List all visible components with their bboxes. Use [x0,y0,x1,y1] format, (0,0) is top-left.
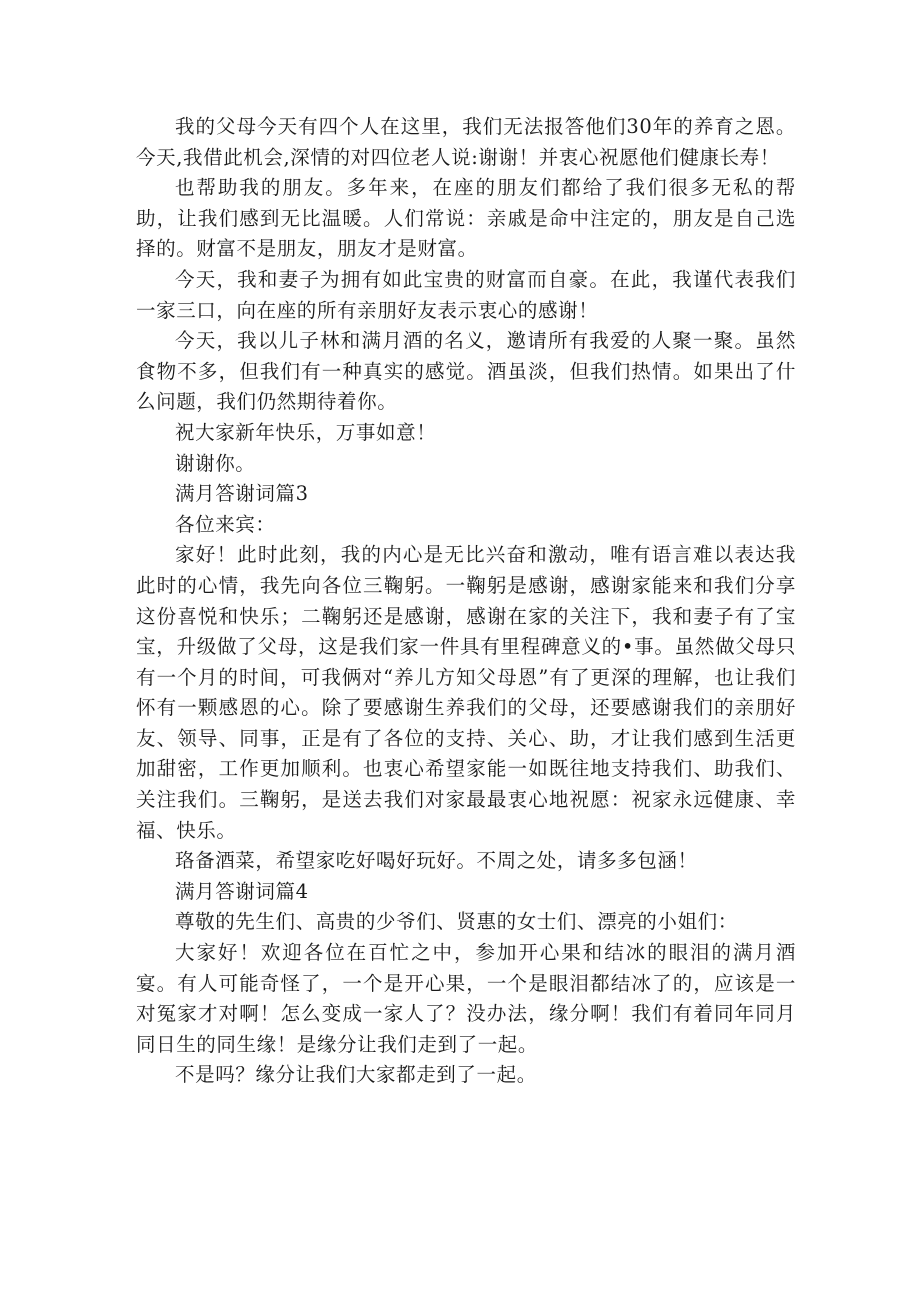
paragraph: 我的父母今天有四个人在这里，我们无法报答他们30年的养育之恩。今天,我借此机会,深情的对四位老人说:谢谢！并衷心祝愿他们健康长寿！ [136,115,796,169]
document-body [136,112,796,1091]
paragraph: 今天，我以儿子林和满月酒的名义，邀请所有我爱的人聚一聚。虽然食物不多，但我们有一种真实的感觉。酒虽淡，但我们热情。如果出了什么问题，我们仍然期待着你。 [136,329,796,414]
paragraph: 大家好！欢迎各位在百忙之中，参加开心果和结冰的眼泪的满月酒宴。有人可能奇怪了，一个是开心果，一个是眼泪都结冰了的，应该是一对冤家才对啊！怎么变成一家人了？没办法，缘分啊！我们有着同年同月同日生的同生缘！是缘分让我们走到了一起。 [136,941,796,1056]
paragraph: 祝大家新年快乐，万事如意！ [175,420,437,444]
salutation: 各位来宾： [175,512,276,536]
salutation: 尊敬的先生们、高贵的少爷们、贤惠的女士们、漂亮的小姐们： [175,910,738,934]
paragraph: 也帮助我的朋友。多年来，在座的朋友们都给了我们很多无私的帮助，让我们感到无比温暖。人们常说：亲戚是命中注定的，朋友是自己选择的。财富不是朋友，朋友才是财富。 [136,176,796,261]
section-heading: 满月答谢词篇3 [175,482,309,506]
section-heading: 满月答谢词篇4 [175,879,309,903]
paragraph: 不是吗？缘分让我们大家都走到了一起。 [175,1063,537,1087]
paragraph: 珞备酒菜，希望家吃好喝好玩好。不周之处，请多多包涵！ [175,849,698,873]
paragraph: 家好！此时此刻，我的内心是无比兴奋和激动，唯有语言难以表达我此时的心情，我先向各位三鞠躬。一鞠躬是感谢，感谢家能来和我们分享这份喜悦和快乐；二鞠躬还是感谢，感谢在家的关注下，我和妻子有了宝宝，升级做了父母，这是我们家一件具有里程碑意义的•事。虽然做父母只有一个月的时间，可我俩对“养儿方知父母恩”有了更深的理解，也让我们怀有一颗感恩的心。除了要感谢生养我们的父母，还要感谢我们的亲朋好友、领导、同事，正是有了各位的支持、关心、助，才让我们感到生活更加甜密，工作更加顺利。也衷心希望家能一如既往地支持我们、助我们、关注我们。三鞠躬，是送去我们对家最最衷心地祝愿：祝家永远健康、幸福、快乐。 [136,543,796,842]
paragraph: 今天，我和妻子为拥有如此宝贵的财富而自豪。在此，我谨代表我们一家三口，向在座的所有亲朋好友表示衷心的感谢！ [136,267,796,322]
paragraph: 谢谢你。 [175,451,256,475]
